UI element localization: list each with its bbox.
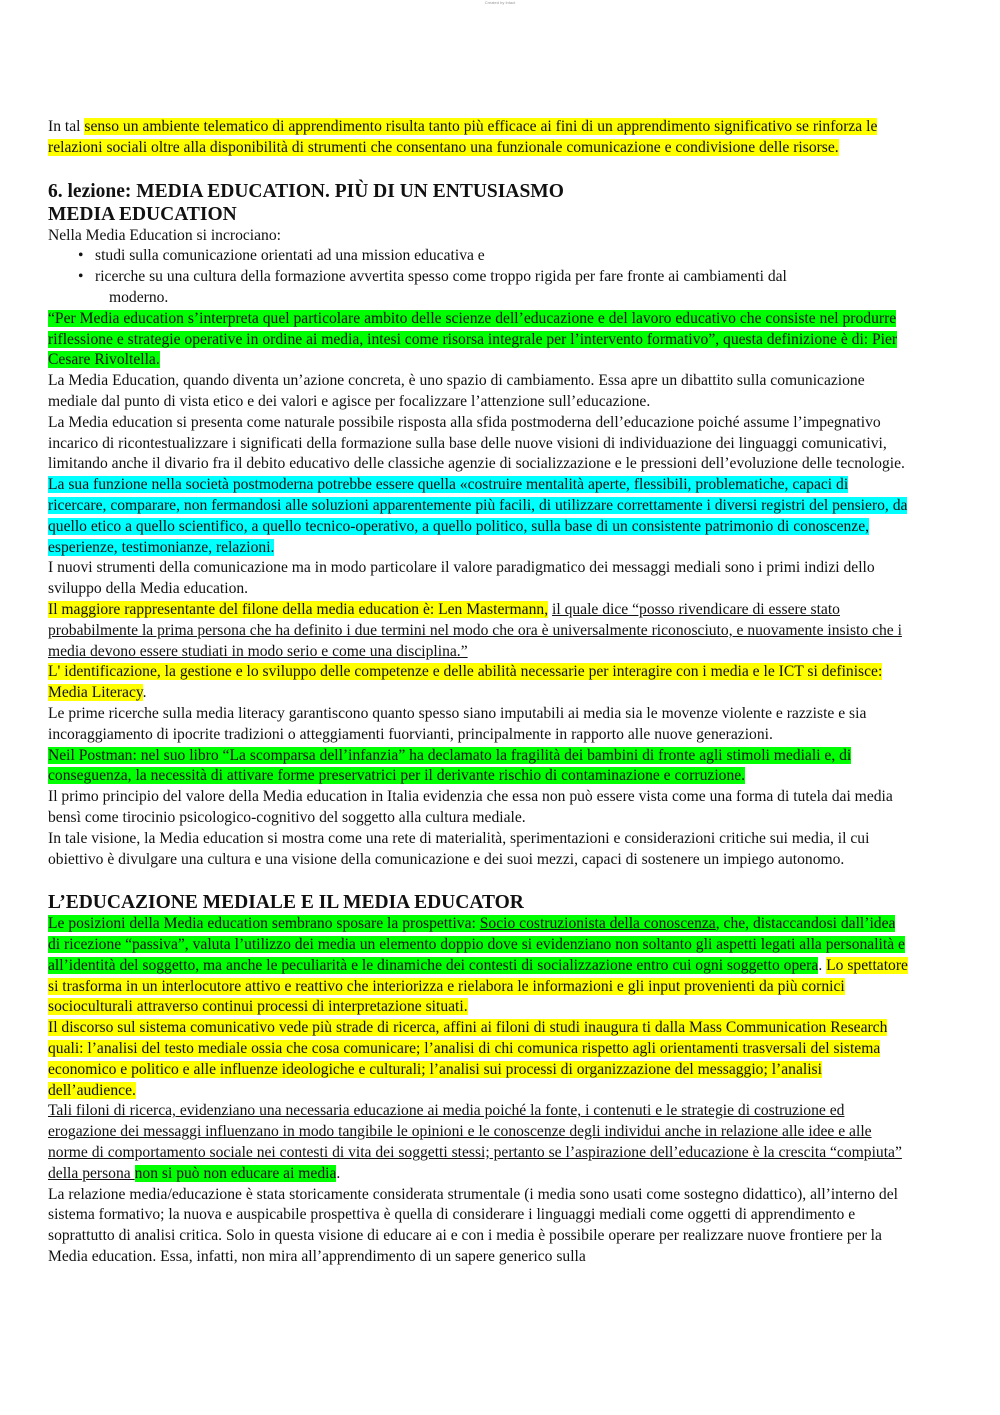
- text-run: Le posizioni della Media education sembrano sposare la prospettiva:: [48, 915, 480, 933]
- paragraph: I nuovi strumenti della comunicazione ma in modo particolare il valore paradigmatico dei messaggi mediali sono i primi indizi dello sviluppo della Media education.: [48, 559, 875, 598]
- highlight-green: non si può non educare ai media: [134, 1164, 337, 1182]
- spacer: [48, 870, 908, 891]
- section-heading: MEDIA EDUCATION: [48, 203, 237, 225]
- list-item-text: ricerche su una cultura della formazione avvertita spesso come troppo rigida per fare fronte ai cambiamenti dal: [95, 268, 787, 286]
- paragraph: La Media Education, quando diventa un’azione concreta, è uno spazio di cambiamento. Essa apre un dibattito sulla comunicazione mediale dal punto di vista etico e dei valori e agisce per focalizzare l’attenzione sull’educazione.: [48, 372, 865, 410]
- highlight-yellow: L' identificazione, la gestione e lo sviluppo delle competenze e delle abilità necessarie per interagire con i media e le ICT si definisce: Media Literacy: [48, 663, 883, 702]
- highlight-yellow: Il discorso sul sistema comunicativo vede più strade di ricerca, affini ai filoni di studi inaugura ti dalla Mass Communication Research quali: l’analisi del testo mediale ossia che cosa comunicare; l’analisi di chi comunica rispetto agli orientamenti trasversali del sistema economico e politico e alle influenze ideologiche e culturali; l’analisi sui processi di organizzazione del messaggio; l’analisi dell’audience.: [48, 1019, 888, 1099]
- list-item-continuation: moderno.: [109, 288, 169, 306]
- text-run: La Media education si presenta come naturale possibile risposta alla sfida postmoderna dell’educazione poiché assume l’impegnativo incarico di ricontestualizzare i significati della formazione sulla base delle nuove visioni di individuazione dei linguaggi comunicativi, limitando anche il divario fra il debito educativo delle classiche agenzie di socializzazione e le pressioni dell’evoluzione delle tecnologie.: [48, 413, 905, 473]
- paragraph: [48, 413, 908, 559]
- paragraph-intro: [48, 117, 908, 159]
- underlined-quote: il quale dice “posso rivendicare di essere stato probabilmente la prima persona che ha definito i due termini nel modo che ora è universalmente riconosciuto, e nuovamente insisto che i media devono essere studiati in modo serio e come una disciplina.”: [48, 600, 902, 660]
- highlight-green: “Per Media education s’interpreta quel particolare ambito delle scienze dell’educazione e del lavoro educativo che consiste nel produrre riflessione e strategie operative in ordine ai media, intesi come risorsa integrale per l’intervento formativo”, questa definizione è di: Pier Cesare Rivoltella.: [48, 309, 898, 369]
- paragraph: [48, 1018, 908, 1101]
- highlight-cyan: La sua funzione nella società postmoderna potrebbe essere quella «costruire mentalità aperte, flessibili, problematiche, capaci di ricercare, comparare, non fermandosi alle soluzioni apparentemente più facili, di utilizzare correttamente i diversi registri del pensiero, da quello etico a quello scientifico, a quello tecnico-operativo, a quello politico, sulla base di un consistente patrimonio di conoscenze, esperienze, testimonianze, relazioni.: [48, 476, 908, 556]
- paragraph-list-intro: Nella Media Education si incrociano:: [48, 226, 281, 244]
- document-body: [48, 117, 908, 1268]
- underlined-term: Socio costruzionista della conoscenza: [479, 915, 716, 933]
- highlight-green: [48, 915, 905, 974]
- paragraph: [48, 1101, 908, 1184]
- highlight-yellow: Lo spettatore si trasforma in un interlocutore attivo e reattivo che interiorizza e rielabora le informazioni e gli input provenienti da più cornici socioculturali attraverso continui processi di interpretazione situati.: [48, 956, 908, 1016]
- highlight-green: Neil Postman: nel suo libro “La scomparsa dell’infanzia” ha declamato la fragilità dei bambini di fronte agli stimoli mediali e, di conseguenza, la necessità di attivare forme preservatrici per il derivante rischio di contaminazione e corruzione.: [48, 746, 852, 785]
- paragraph: Le prime ricerche sulla media literacy garantiscono quanto spesso siano imputabili ai media sia le movenze violente e razziste e sia incoraggiamento di ipocrite tradizioni o atteggiamenti fuorvianti, principalmente in rapporto alle nuove generazioni.: [48, 704, 867, 743]
- paragraph: [48, 914, 908, 1018]
- text-run: , che, distaccandosi dall’idea di ricezione “passiva”, valuta l’utilizzo dei media un elemento doppio dove si evidenziano non soltanto gli aspetti legati alla personalità e all’identità del soggetto, ma anche le peculiarità e le dinamiche dei contesti di socializzazione entro cui ogni soggetto opera: [48, 915, 905, 974]
- bullet-list: [48, 246, 908, 308]
- list-item: [95, 246, 908, 267]
- highlight-yellow: Il maggiore rappresentante del filone della media education è: Len Mastermann,: [48, 600, 549, 618]
- section-heading: L’EDUCAZIONE MEDIALE E IL MEDIA EDUCATOR: [48, 892, 524, 914]
- paragraph: Il primo principio del valore della Media education in Italia evidenzia che essa non può essere vista come una forma di tutela dai media bensì come tirocinio psicologico-cognitivo del soggetto alla cultura mediale.: [48, 788, 893, 826]
- paragraph: La relazione media/educazione è stata storicamente considerata strumentale (i media sono usati come sostegno didattico), all’interno del sistema formativo; la nuova e auspicabile prospettiva è quella di considerare i linguaggi mediali come oggetti di apprendimento e soprattutto di analisi critica. Solo in questa visione di educare ai e con i media è possibile operare per realizzare nuove frontiere per la Media education. Essa, infatti, non mira all’apprendimento di un sapere generico sulla: [48, 1185, 898, 1266]
- paragraph-definition: [48, 309, 908, 371]
- paragraph: In tale visione, la Media education si mostra come una rete di materialità, sperimentazioni e considerazioni critiche sui media, il cui obiettivo è divulgare una cultura e una visione della comunicazione e dei suoi mezzi, capaci di sostenere un impiego autonomo.: [48, 829, 870, 868]
- header-stamp: Created by Intact: [484, 0, 516, 5]
- highlight-yellow: senso un ambiente telematico di apprendimento risulta tanto più efficace ai fini di un apprendimento significativo se rinforza le relazioni sociali oltre alla disponibilità di strumenti che consentano una funzionale comunicazione e condivisione delle risorse.: [48, 118, 878, 156]
- text-run: .: [142, 684, 147, 702]
- lesson-heading: 6. lezione: MEDIA EDUCATION. PIÙ DI UN ENTUSIASMO: [48, 180, 564, 202]
- spacer: [48, 159, 908, 180]
- paragraph: [48, 662, 908, 704]
- list-item: [95, 267, 908, 309]
- text-run: .: [818, 956, 827, 974]
- paragraph: [48, 746, 908, 788]
- text-run: In tal: [48, 118, 85, 135]
- underlined-text: Tali filoni di ricerca, evidenziano una necessaria educazione ai media poiché la fonte, i contenuti e le strategie di costruzione ed erogazione dei messaggi influenzano in modo tangibile le opinioni e le conoscenze degli individui anche in relazione alle idee e alle norme di comportamento sociale nei contesti di vita dei soggetti stessi; pertanto se l’aspirazione dell’educazione è la crescita “compiuta” della persona: [48, 1102, 902, 1182]
- list-item-text: studi sulla comunicazione orientati ad una mission educativa e: [95, 247, 485, 265]
- text-run: .: [336, 1164, 341, 1182]
- paragraph: [48, 600, 908, 662]
